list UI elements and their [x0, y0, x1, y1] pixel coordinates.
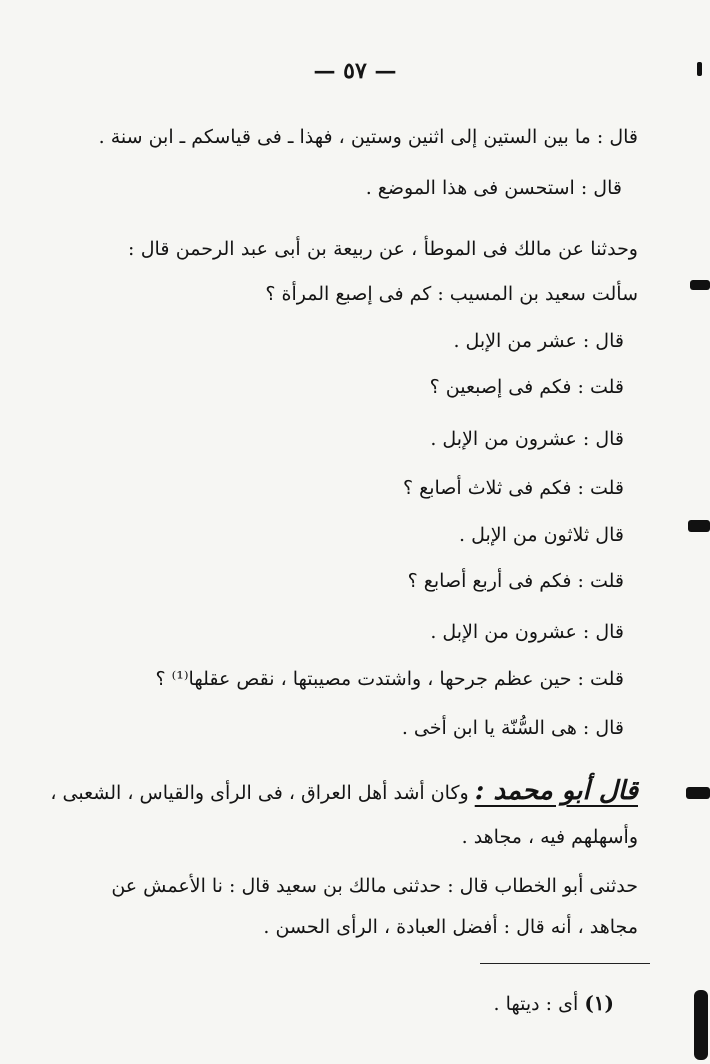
- edge-mark: [697, 62, 702, 76]
- footnote-number: (١): [584, 991, 614, 1015]
- text-line-7: قال : عشرون من الإبل .: [430, 428, 624, 450]
- text-line-5: قال : عشر من الإبل .: [453, 330, 624, 352]
- text-line-8: قلت : فكم فى ثلاث أصابع ؟: [402, 477, 624, 499]
- text-line-1: قال : ما بين الستين إلى اثنين وستين ، فهذا ـ فى قياسكم ـ ابن سنة .: [98, 126, 638, 148]
- text-line-13: قال : هى السُّنّة يا ابن أخى .: [401, 717, 624, 739]
- text-line-14: وكان أشد أهل العراق ، فى الرأى والقياس ، الشعبى ،: [50, 782, 469, 804]
- text-line-15: وأسهلهم فيه ، مجاهد .: [461, 826, 638, 848]
- text-line-6: قلت : فكم فى إصبعين ؟: [429, 376, 624, 398]
- section-heading: قال أبو محمد :: [474, 776, 638, 806]
- paragraph-heading-line: [50, 776, 638, 806]
- footnote-text: أى : ديتها .: [493, 993, 579, 1015]
- text-line-10: قلت : فكم فى أربع أصابع ؟: [407, 570, 624, 592]
- page-number: — ٥٧ —: [313, 58, 397, 84]
- text-line-12: قلت : حين عظم جرحها ، واشتدت مصيبتها ، نقص عقلها⁽¹⁾ ؟: [155, 668, 624, 690]
- text-line-17: مجاهد ، أنه قال : أفضل العبادة ، الرأى الحسن .: [263, 916, 638, 938]
- edge-mark: [690, 280, 710, 290]
- edge-mark: [688, 520, 710, 532]
- footnote-divider: [480, 963, 650, 964]
- edge-mark: [686, 787, 710, 799]
- text-line-4: سألت سعيد بن المسيب : كم فى إصبع المرأة ؟: [265, 283, 638, 305]
- text-line-2: قال : استحسن فى هذا الموضع .: [365, 177, 622, 199]
- edge-mark: [694, 990, 708, 1060]
- text-line-9: قال ثلاثون من الإبل .: [459, 524, 624, 546]
- text-line-3: وحدثنا عن مالك فى الموطأ ، عن ربيعة بن أبى عبد الرحمن قال :: [128, 238, 638, 260]
- text-line-16: حدثنى أبو الخطاب قال : حدثنى مالك بن سعيد قال : نا الأعمش عن: [111, 875, 638, 897]
- text-line-11: قال : عشرون من الإبل .: [430, 621, 624, 643]
- footnote: [494, 990, 614, 1017]
